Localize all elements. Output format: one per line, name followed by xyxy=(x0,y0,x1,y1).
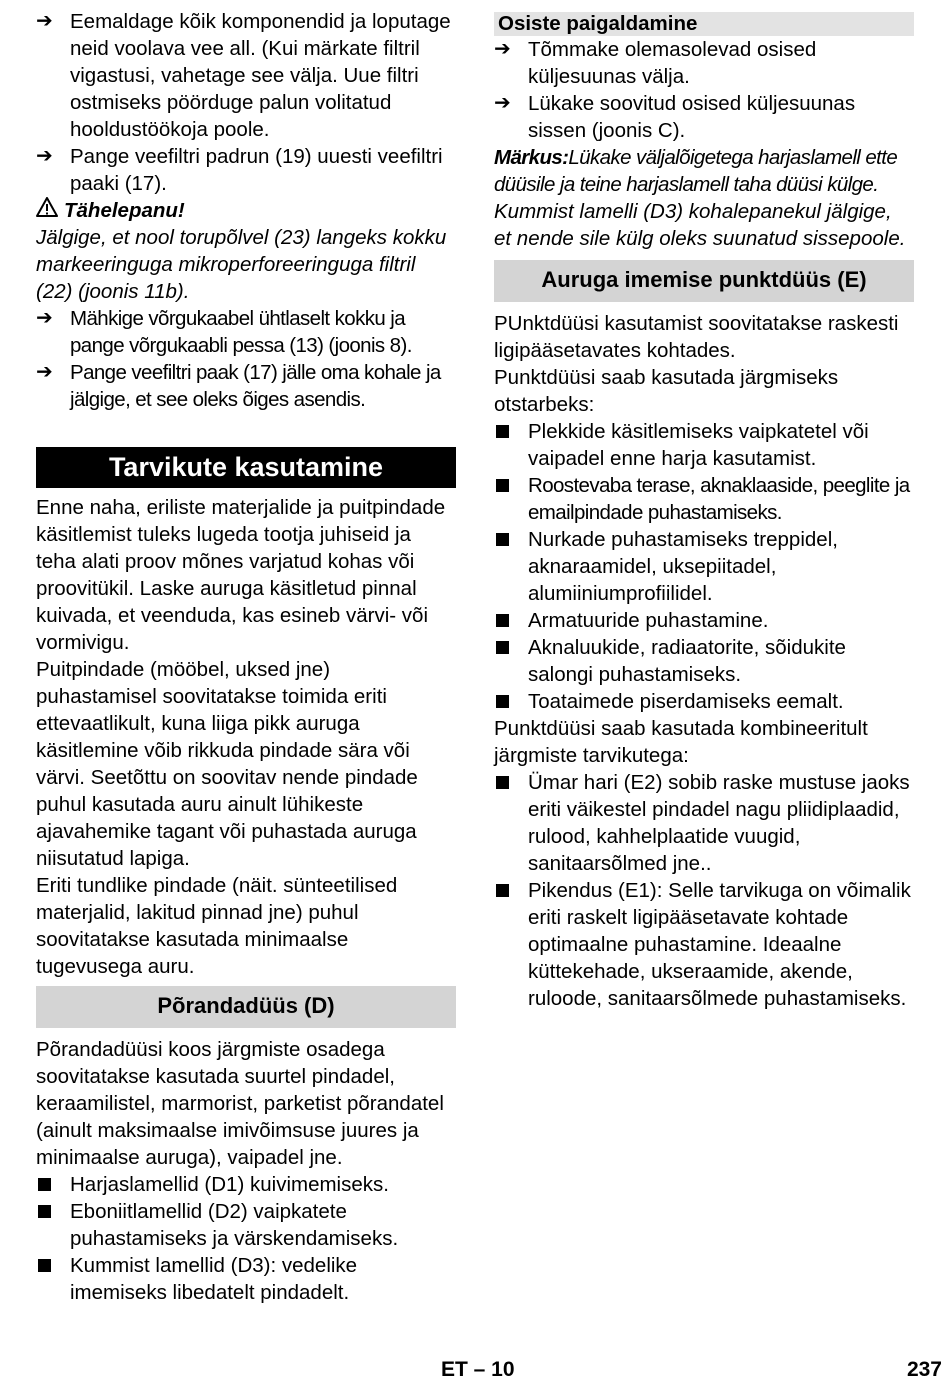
warning-title: Tähelepanu! xyxy=(64,199,185,222)
paragraph: Põrandadüüsi koos järgmiste osadega soovitatakse kasutada suurtel pindadel, keraamilistel, marmorist, parketist põrandatel (ainult maksimaalse imivõimsuse juures ja minimaalse auruga), vaipadel jne. xyxy=(36,1038,444,1169)
arrow-list-item xyxy=(36,143,456,197)
square-bullet-icon xyxy=(496,533,509,546)
list-item-text: Kummist lamellid (D3): vedelike imemiseks libedatelt pindadelt. xyxy=(70,1254,358,1304)
floor-nozzle-title: Põrandadüüs (D) xyxy=(36,986,456,1028)
square-bullet-icon xyxy=(496,695,509,708)
paragraph: Punktdüüsi saab kasutada kombineeritult järgmiste tarvikutega: xyxy=(494,717,868,767)
arrow-right-icon: ➔ xyxy=(36,145,53,167)
bullet-list-item xyxy=(494,877,914,1012)
square-bullet-icon xyxy=(38,1205,51,1218)
warning-heading xyxy=(36,197,456,224)
right-column xyxy=(494,8,914,1012)
paragraph: Enne naha, eriliste materjalide ja puitpindade käsitlemist tuleks lugeda tootja juhiseid ja teha alati proov mõnes varjatud kohas või proovitükil. Laske auruga käsitletud pinnal kuivada, et veenduda, kas esineb värvi- või vormivigu. xyxy=(36,496,446,654)
left-column xyxy=(36,8,456,1306)
bullet-list-item xyxy=(494,526,914,607)
square-bullet-icon xyxy=(496,614,509,627)
list-item-text: Pange veefiltri paak (17) jälle oma kohale ja jälgige, et see oleks õiges asendis. xyxy=(70,361,441,411)
square-bullet-icon xyxy=(38,1178,51,1191)
list-item-text: Aknaluukide, radiaatorite, sõidukite salongi puhastamiseks. xyxy=(528,636,846,686)
list-item-text: Pange veefiltri padrun (19) uuesti veefiltri paaki (17). xyxy=(70,145,443,195)
list-item-text: Eboniitlamellid (D2) vaipkatete puhastamiseks ja värskendamiseks. xyxy=(70,1200,399,1250)
bullet-list-item xyxy=(36,1198,456,1252)
square-bullet-icon xyxy=(496,641,509,654)
section-title: Tarvikute kasutamine xyxy=(36,447,456,488)
list-item-text: Ümar hari (E2) sobib raske mustuse jaoks eriti väikestel pindadel nagu pliidiplaadid, rulood, kahhelplaatide vuugid, sanitaarsõlmed jne.. xyxy=(528,771,910,875)
paragraph: Puitpindade (mööbel, uksed jne) puhastamisel soovitatakse toimida eriti ettevaatlikult, kuna liiga pikk auruga käsitlemine võib rikkuda pindade sära või värvi. Seetõttu on soovitav nende pindade puhul kasutada auru ainult lühikeste ajavahemike tagant või puhastada auruga niisutatud lapiga. xyxy=(36,658,418,870)
square-bullet-icon xyxy=(496,425,509,438)
arrow-list-item xyxy=(36,359,456,413)
bullet-list-item xyxy=(36,1252,456,1306)
arrow-list-item xyxy=(36,305,456,359)
arrow-right-icon: ➔ xyxy=(36,10,53,32)
list-item-text: Pikendus (E1): Selle tarvikuga on võimalik eriti raskelt ligipääsetavate kohtade optimaalne puhastamine. Ideaalne küttekehade, ukseraamide, akende, ruloode, sanitaarsõlmede puhastamiseks. xyxy=(528,879,911,1010)
note xyxy=(494,144,914,198)
list-item-text: Tõmmake olemasolevad osised küljesuunas välja. xyxy=(528,38,817,88)
square-bullet-icon xyxy=(496,479,509,492)
list-item-text: Mähkige võrgukaabel ühtlaselt kokku ja pange võrgukaabli pessa (13) (joonis 8). xyxy=(70,307,412,357)
list-item-text: Eemaldage kõik komponendid ja loputage neid voolava vee all. (Kui märkate filtril vigastusi, vahetage see välja. Uue filtri ostmiseks pöörduge palun volitatud hooldustöökoja poole. xyxy=(70,10,451,141)
list-item-text: Plekkide käsitlemiseks vaipkatetel või vaipadel enne harja kasutamist. xyxy=(528,420,869,470)
list-item-text: Armatuuride puhastamine. xyxy=(528,609,769,632)
note-text-2: Kummist lamelli (D3) kohalepanekul jälgige, et nende sile külg oleks suunatud sissepoole. xyxy=(494,200,906,250)
list-item-text: Harjaslamellid (D1) kuivimemiseks. xyxy=(70,1173,389,1196)
square-bullet-icon xyxy=(496,884,509,897)
point-nozzle-title: Auruga imemise punktdüüs (E) xyxy=(494,260,914,302)
list-item-text: Roostevaba terase, aknaklaaside, peeglite ja emailpindade puhastamiseks. xyxy=(528,474,910,524)
warning-text: Jälgige, et nool torupõlvel (23) langeks kokku markeeringuga mikroperforeeringuga filtril (22) (joonis 11b). xyxy=(36,226,447,303)
list-item-text: Nurkade puhastamiseks treppidel, aknaraamidel, uksepiitadel, alumiiniumprofiilidel. xyxy=(528,528,838,605)
bullet-list-item xyxy=(494,688,914,715)
arrow-right-icon: ➔ xyxy=(36,361,53,383)
paragraph: Eriti tundlike pindade (näit. sünteetilised materjalid, lakitud pinnad jne) puhul soovitatakse kasutada minimaalse tugevusega auru. xyxy=(36,874,398,978)
bullet-list-item xyxy=(494,634,914,688)
arrow-list-item xyxy=(494,90,914,144)
footer-section-label: ET – 10 xyxy=(441,1358,515,1381)
arrow-list-item xyxy=(36,8,456,143)
bullet-list-item xyxy=(494,769,914,877)
note-label: Märkus: xyxy=(494,146,569,169)
bullet-list-item xyxy=(494,418,914,472)
arrow-list-item xyxy=(494,36,914,90)
list-item-text: Toataimede piserdamiseks eemalt. xyxy=(528,690,844,713)
bullet-list-item xyxy=(494,607,914,634)
bullet-list-item xyxy=(36,1171,456,1198)
square-bullet-icon xyxy=(496,776,509,789)
paragraph: PUnktdüüsi kasutamist soovitatakse raskesti ligipääsetavates kohtades. xyxy=(494,312,899,362)
arrow-right-icon: ➔ xyxy=(494,38,511,60)
page-number: 237 xyxy=(906,1358,942,1381)
arrow-right-icon: ➔ xyxy=(494,92,511,114)
list-item-text: Lükake soovitud osised küljesuunas sissen (joonis C). xyxy=(528,92,856,142)
note-text: Lükake väljalõigetega harjaslamell ette düüsile ja teine harjaslamell taha düüsi külge. xyxy=(494,146,898,196)
square-bullet-icon xyxy=(38,1259,51,1272)
bullet-list-item xyxy=(494,472,914,526)
arrow-right-icon: ➔ xyxy=(36,307,53,329)
paragraph: Punktdüüsi saab kasutada järgmiseks otstarbeks: xyxy=(494,366,839,416)
install-title: Osiste paigaldamine xyxy=(494,12,914,36)
warning-triangle-icon xyxy=(36,197,64,224)
